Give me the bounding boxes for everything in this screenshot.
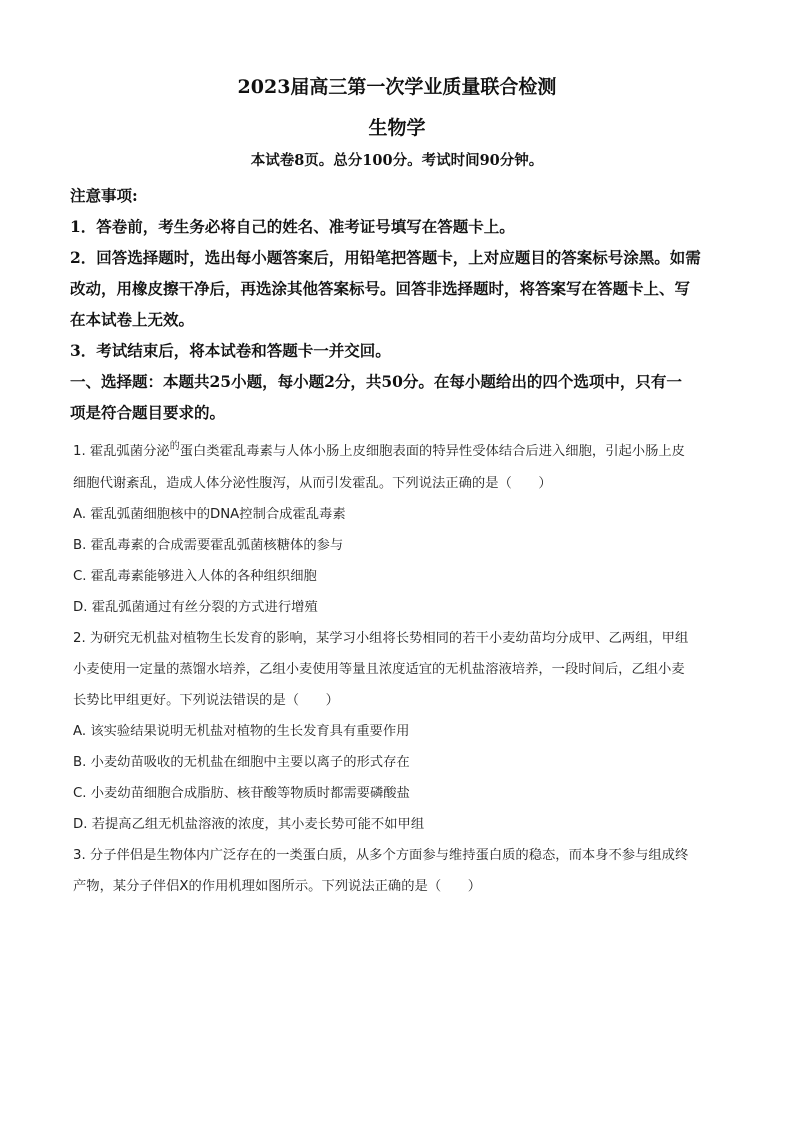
exam-title: 2023届高三第一次学业质量联合检测 <box>237 76 557 98</box>
q1-stem-superscript: 的 <box>169 441 180 452</box>
section-heading-line-2: 项是符合题目要求的。 <box>70 403 226 422</box>
q2-option-a: A. 该实验结果说明无机盐对植物的生长发育具有重要作用 <box>73 724 410 739</box>
q2-stem-line-1: 2. 为研究无机盐对植物生长发育的影响，某学习小组将长势相同的若干小麦幼苗均分成甲、乙两组，甲组 <box>73 631 689 646</box>
questions <box>73 436 728 902</box>
q2-option-c: C. 小麦幼苗细胞合成脂肪、核苷酸等物质时都需要磷酸盐 <box>73 786 410 801</box>
q1-option-d: D. 霍乱弧菌通过有丝分裂的方式进行增殖 <box>73 600 318 615</box>
q1-option-c: C. 霍乱毒素能够进入人体的各种组织细胞 <box>73 569 317 584</box>
note-item-1: 1．答卷前，考生务必将自己的姓名、准考证号填写在答题卡上。 <box>70 217 515 236</box>
note-item-3: 3．考试结束后，将本试卷和答题卡一并交回。 <box>70 341 391 360</box>
q1-stem-start: 1. 霍乱弧菌分泌 <box>73 444 170 459</box>
q1-option-a: A. 霍乱弧菌细胞核中的DNA控制合成霍乱毒素 <box>73 507 346 522</box>
q2-stem-line-2: 小麦使用一定量的蒸馏水培养，乙组小麦使用等量且浓度适宜的无机盐溶液培养，一段时间后，乙组小麦 <box>73 662 685 677</box>
q1-stem-line-2: 细胞代谢紊乱，造成人体分泌性腹泻，从而引发霍乱。下列说法正确的是（ ） <box>73 476 552 491</box>
q2-option-d: D. 若提高乙组无机盐溶液的浓度，其小麦长势可能不如甲组 <box>73 817 425 832</box>
q1-stem-line-1 <box>73 436 728 468</box>
note-item-2-line-3: 在本试卷上无效。 <box>70 310 195 329</box>
q3-stem-line-2: 产物，某分子伴侣X的作用机理如图所示。下列说法正确的是（ ） <box>73 879 482 894</box>
notes-section <box>70 180 725 428</box>
q1-option-b: B. 霍乱毒素的合成需要霍乱弧菌核糖体的参与 <box>73 538 344 553</box>
exam-info: 本试卷8页。总分100分。考试时间90分钟。 <box>250 152 544 169</box>
q2-stem-line-3: 长势比甲组更好。下列说法错误的是（ ） <box>73 693 339 708</box>
section-heading-line-1: 一、选择题：本题共25小题，每小题2分，共50分。在每小题给出的四个选项中，只有一 <box>70 372 682 391</box>
note-item-2-line-2: 改动，用橡皮擦干净后，再选涂其他答案标号。回答非选择题时，将答案写在答题卡上、写 <box>70 279 691 298</box>
q1-stem-rest: 蛋白类霍乱毒素与人体小肠上皮细胞表面的特异性受体结合后进入细胞，引起小肠上皮 <box>179 444 685 459</box>
q2-option-b: B. 小麦幼苗吸收的无机盐在细胞中主要以离子的形式存在 <box>73 755 410 770</box>
q3-stem-line-1: 3. 分子伴侣是生物体内广泛存在的一类蛋白质，从多个方面参与维持蛋白质的稳态，而本身不参与组成终 <box>73 848 689 863</box>
notes-heading: 注意事项: <box>70 186 138 205</box>
note-item-2-line-1: 2．回答选择题时，选出每小题答案后，用铅笔把答题卡，上对应题目的答案标号涂黑。如需 <box>70 248 701 267</box>
subject-title: 生物学 <box>368 117 426 139</box>
